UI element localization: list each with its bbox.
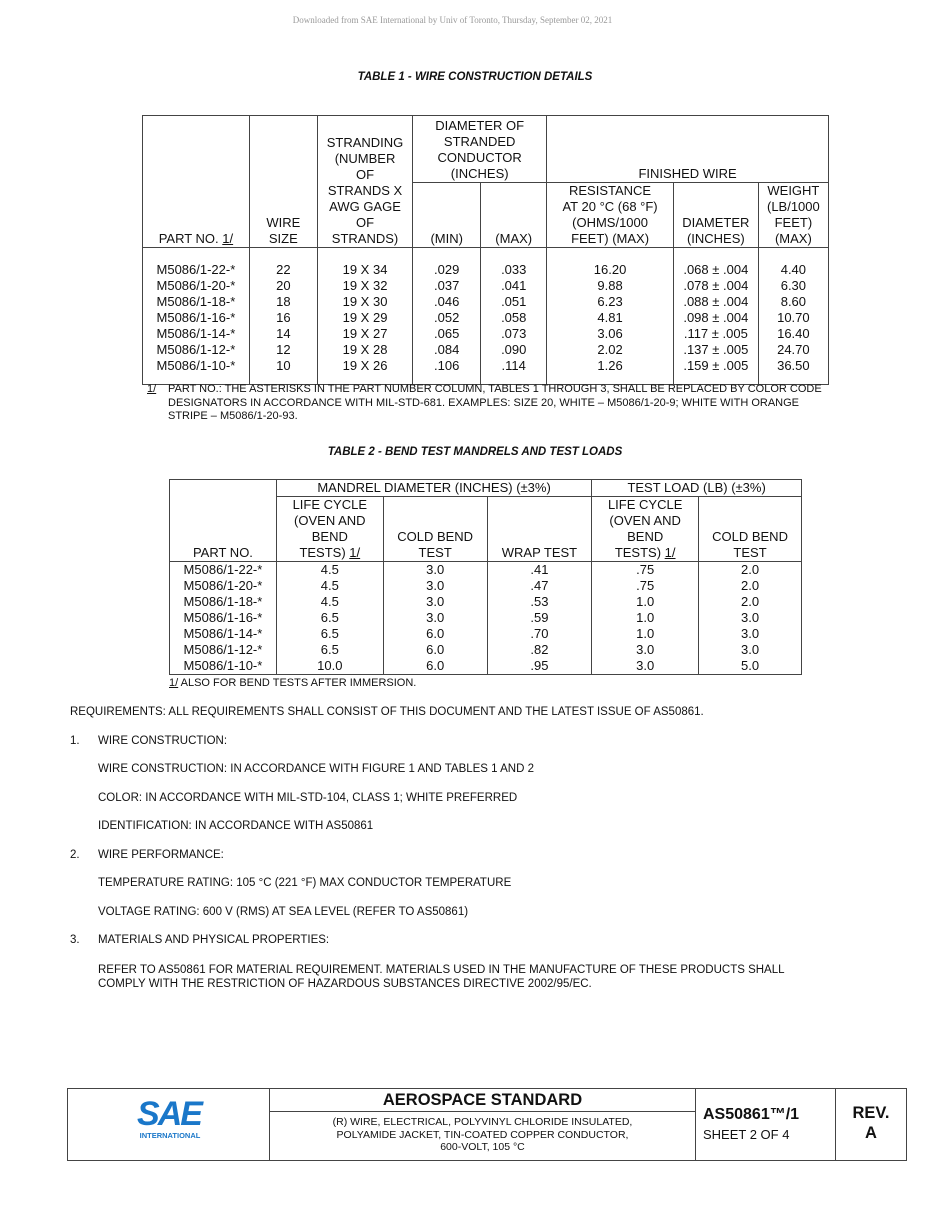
table-cell: M5086/1-20-* — [156, 278, 236, 293]
table-cell: M5086/1-20-* — [183, 578, 263, 593]
table-cell: 3.0 — [636, 642, 655, 657]
table-cell: .106 — [434, 358, 460, 373]
table-cell: 4.81 — [597, 310, 623, 325]
table1-title: TABLE 1 - WIRE CONSTRUCTION DETAILS — [357, 71, 593, 83]
header-finished-wire: FINISHED WIRE — [547, 116, 829, 183]
table-cell: 3.0 — [426, 562, 445, 577]
column-dia-min — [413, 248, 481, 385]
section-3-title: MATERIALS AND PHYSICAL PROPERTIES: — [98, 934, 330, 946]
header-min: (MIN) — [413, 183, 481, 248]
header-life-cycle-load: LIFE CYCLE (OVEN AND BEND TESTS) 1/ — [592, 497, 699, 562]
requirements-statement: REQUIREMENTS: ALL REQUIREMENTS SHALL CONSIST OF THIS DOCUMENT AND THE LATEST ISSUE OF AS50861. — [70, 706, 704, 718]
table-cell: .033 — [501, 262, 527, 277]
table-cell: 4.40 — [780, 262, 807, 277]
sheet-number: SHEET 2 OF 4 — [703, 1127, 790, 1142]
table-cell: 12 — [276, 342, 291, 357]
header-test-load: TEST LOAD (LB) (±3%) — [592, 480, 802, 497]
column-part-no — [170, 562, 277, 675]
section-1-item: IDENTIFICATION: IN ACCORDANCE WITH AS50861 — [98, 820, 374, 832]
table-cell: M5086/1-12-* — [183, 642, 263, 657]
table-cell: 3.0 — [741, 610, 760, 625]
table-cell: .073 — [501, 326, 527, 341]
column-stranding — [317, 248, 412, 385]
table-cell: 20 — [276, 278, 291, 293]
table-cell: 2.0 — [741, 594, 760, 609]
table-cell: M5086/1-22-* — [183, 562, 263, 577]
section-1-title: WIRE CONSTRUCTION: — [98, 735, 228, 747]
document-number-cell — [695, 1089, 836, 1160]
table-cell: 6.5 — [320, 626, 339, 641]
table-cell: 3.06 — [597, 326, 623, 341]
table-cell: .41 — [530, 562, 549, 577]
table-cell: .058 — [501, 310, 527, 325]
table-cell: .59 — [530, 610, 549, 625]
table-cell: 16 — [276, 310, 291, 325]
table-cell: 6.30 — [780, 278, 807, 293]
table-cell: 3.0 — [636, 658, 655, 673]
header-wire-size: WIRE SIZE — [249, 116, 317, 248]
sae-logo-subtext: INTERNATIONAL — [139, 1131, 201, 1140]
table1-footnote: PART NO.: THE ASTERISKS IN THE PART NUMBER COLUMN, TABLES 1 THROUGH 3, SHALL BE REPLACED BY COLOR CODE DESIGNATORS IN ACCORDANCE WITH MIL-STD-681. EXAMPLES: SIZE 20, WHITE – M5086/1-20-9; WHITE WITH ORANGE STRIPE – M5086/1-20-93. — [168, 383, 822, 422]
column-cold-bend-load — [699, 562, 802, 675]
table-cell: 19 X 30 — [342, 294, 388, 309]
table-cell: M5086/1-18-* — [156, 294, 236, 309]
document-number: AS50861™/1 — [703, 1106, 800, 1123]
table-cell: .090 — [501, 342, 527, 357]
table-cell: 9.88 — [597, 278, 623, 293]
table-cell: M5086/1-16-* — [183, 610, 263, 625]
sae-logo-mark: SAE — [137, 1095, 201, 1133]
table-cell: .088 ± .004 — [683, 294, 749, 309]
column-dia-max — [481, 248, 547, 385]
table-cell: .47 — [530, 578, 549, 593]
header-conductor-diameter: DIAMETER OF STRANDED CONDUCTOR (INCHES) — [413, 116, 547, 183]
column-resistance — [547, 248, 674, 385]
table-cell: .159 ± .005 — [683, 358, 749, 373]
table-cell: 6.23 — [597, 294, 623, 309]
table-cell: .065 — [434, 326, 460, 341]
table-cell: 6.5 — [320, 610, 339, 625]
revision-cell — [836, 1089, 906, 1160]
table-cell: 19 X 28 — [342, 342, 388, 357]
table-cell: 4.5 — [320, 594, 339, 609]
table-cell: .029 — [434, 262, 460, 277]
table-cell: 2.0 — [741, 562, 760, 577]
table-cell: 10.0 — [317, 658, 343, 673]
section-1-number: 1. — [70, 735, 80, 747]
table-cell: 1.0 — [636, 594, 655, 609]
table-cell: 16.40 — [777, 326, 810, 341]
table-cell: 16.20 — [593, 262, 627, 277]
table-cell: .051 — [501, 294, 527, 309]
table-cell: .041 — [501, 278, 527, 293]
column-weight — [758, 248, 828, 385]
table-cell: 10 — [276, 358, 291, 373]
header-part-no: PART NO. — [170, 480, 277, 562]
table-cell: 3.0 — [426, 594, 445, 609]
table-cell: 19 X 34 — [342, 262, 388, 277]
table-cell: 19 X 32 — [342, 278, 388, 293]
table-cell: 3.0 — [426, 578, 445, 593]
column-wrap-test — [487, 562, 592, 675]
table2-footnote: 1/ ALSO FOR BEND TESTS AFTER IMMERSION. — [169, 677, 417, 689]
header-max: (MAX) — [481, 183, 547, 248]
table-cell: 24.70 — [777, 342, 810, 357]
table-cell: 1.0 — [636, 626, 655, 641]
table-cell: M5086/1-14-* — [183, 626, 263, 641]
table-cell: .068 ± .004 — [683, 262, 749, 277]
column-life-cycle-mandrel — [276, 562, 383, 675]
table-cell: 6.0 — [426, 642, 445, 657]
header-fw-diameter: DIAMETER (INCHES) — [673, 183, 758, 248]
section-2-number: 2. — [70, 849, 80, 861]
table-cell: M5086/1-16-* — [156, 310, 236, 325]
header-stranding: STRANDING (NUMBER OF STRANDS X AWG GAGE OF STRANDS) — [317, 116, 412, 248]
column-life-cycle-load — [592, 562, 699, 675]
table-cell: 3.0 — [741, 642, 760, 657]
table-cell: 6.5 — [320, 642, 339, 657]
table-cell: .046 — [434, 294, 460, 309]
wire-construction-table — [142, 115, 829, 385]
sae-logo — [68, 1089, 269, 1160]
table-cell: 5.0 — [741, 658, 760, 673]
table-cell: 4.5 — [320, 578, 339, 593]
table-cell: .82 — [530, 642, 549, 657]
section-3-number: 3. — [70, 934, 80, 946]
table-cell: 22 — [276, 262, 291, 277]
section-2-item: VOLTAGE RATING: 600 V (RMS) AT SEA LEVEL (REFER TO AS50861) — [98, 906, 469, 918]
header-part-no: PART NO. 1/ — [143, 116, 250, 248]
table-cell: M5086/1-18-* — [183, 594, 263, 609]
table-cell: M5086/1-22-* — [156, 262, 236, 277]
section-3-item: REFER TO AS50861 FOR MATERIAL REQUIREMENT. MATERIALS USED IN THE MANUFACTURE OF THESE PRODUCTS SHALL COMPLY WITH THE RESTRICTION OF HAZARDOUS SUBSTANCES DIRECTIVE 2002/95/EC. — [98, 964, 785, 990]
table-cell: 10.70 — [777, 310, 810, 325]
table-cell: 19 X 27 — [342, 326, 388, 341]
title-block — [67, 1088, 907, 1161]
table-cell: .75 — [636, 562, 655, 577]
table-cell: .75 — [636, 578, 655, 593]
revision-value: A — [865, 1124, 877, 1142]
table-cell: M5086/1-10-* — [183, 658, 263, 673]
column-wire-size — [249, 248, 317, 385]
standard-heading: AEROSPACE STANDARD — [270, 1089, 695, 1112]
table2-title: TABLE 2 - BEND TEST MANDRELS AND TEST LOADS — [327, 446, 623, 458]
column-fw-diameter — [673, 248, 758, 385]
section-2-item: TEMPERATURE RATING: 105 °C (221 °F) MAX CONDUCTOR TEMPERATURE — [98, 877, 512, 889]
section-2-title: WIRE PERFORMANCE: — [98, 849, 224, 861]
table-cell: 18 — [276, 294, 291, 309]
table-cell: .137 ± .005 — [683, 342, 749, 357]
column-part-no — [143, 248, 250, 385]
table1-footnote-ref: 1/ — [147, 383, 157, 395]
table-cell: M5086/1-14-* — [156, 326, 236, 341]
table-cell: 1.26 — [597, 358, 623, 373]
header-resistance: RESISTANCE AT 20 °C (68 °F) (OHMS/1000 FEET) (MAX) — [547, 183, 674, 248]
document-description: (R) WIRE, ELECTRICAL, POLYVINYL CHLORIDE INSULATED, POLYAMIDE JACKET, TIN-COATED COPPER CONDUCTOR, 600-VOLT, 105 °C — [332, 1116, 633, 1153]
table-cell: 36.50 — [777, 358, 810, 373]
header-weight: WEIGHT (LB/1000 FEET) (MAX) — [758, 183, 828, 248]
table-cell: M5086/1-12-* — [156, 342, 236, 357]
header-cold-bend-load: COLD BEND TEST — [699, 497, 802, 562]
section-1-item: WIRE CONSTRUCTION: IN ACCORDANCE WITH FIGURE 1 AND TABLES 1 AND 2 — [98, 763, 534, 775]
header-life-cycle-mandrel: LIFE CYCLE (OVEN AND BEND TESTS) 1/ — [276, 497, 383, 562]
table-cell: .052 — [434, 310, 460, 325]
header-cold-bend-mandrel: COLD BEND TEST — [383, 497, 487, 562]
table-cell: 3.0 — [426, 610, 445, 625]
table-cell: 4.5 — [320, 562, 339, 577]
table-cell: 19 X 29 — [342, 310, 388, 325]
table-cell: 19 X 26 — [342, 358, 388, 373]
table-cell: .084 — [434, 342, 460, 357]
table-cell: M5086/1-10-* — [156, 358, 236, 373]
table-cell: .078 ± .004 — [683, 278, 749, 293]
title-block-description — [269, 1089, 696, 1160]
table-cell: 6.0 — [426, 658, 445, 673]
revision-label: REV. — [852, 1104, 890, 1122]
download-notice: Downloaded from SAE International by Univ of Toronto, Thursday, September 02, 2021 — [292, 15, 613, 25]
table-cell: .117 ± .005 — [683, 326, 748, 341]
table-cell: .70 — [530, 626, 549, 641]
section-1-item: COLOR: IN ACCORDANCE WITH MIL-STD-104, CLASS 1; WHITE PREFERRED — [98, 792, 518, 804]
table-cell: 2.02 — [597, 342, 623, 357]
table-cell: .114 — [501, 358, 526, 373]
table-cell: 1.0 — [636, 610, 655, 625]
header-mandrel: MANDREL DIAMETER (INCHES) (±3%) — [276, 480, 591, 497]
table-cell: .037 — [434, 278, 460, 293]
table-cell: 3.0 — [741, 626, 760, 641]
table-cell: 8.60 — [780, 294, 807, 309]
table-cell: 6.0 — [426, 626, 445, 641]
bend-test-table — [169, 479, 802, 675]
column-cold-bend-mandrel — [383, 562, 487, 675]
header-wrap-test: WRAP TEST — [487, 497, 592, 562]
table-cell: 14 — [276, 326, 291, 341]
table-cell: .098 ± .004 — [683, 310, 749, 325]
table-cell: .95 — [530, 658, 549, 673]
table-cell: 2.0 — [741, 578, 760, 593]
table-cell: .53 — [530, 594, 549, 609]
